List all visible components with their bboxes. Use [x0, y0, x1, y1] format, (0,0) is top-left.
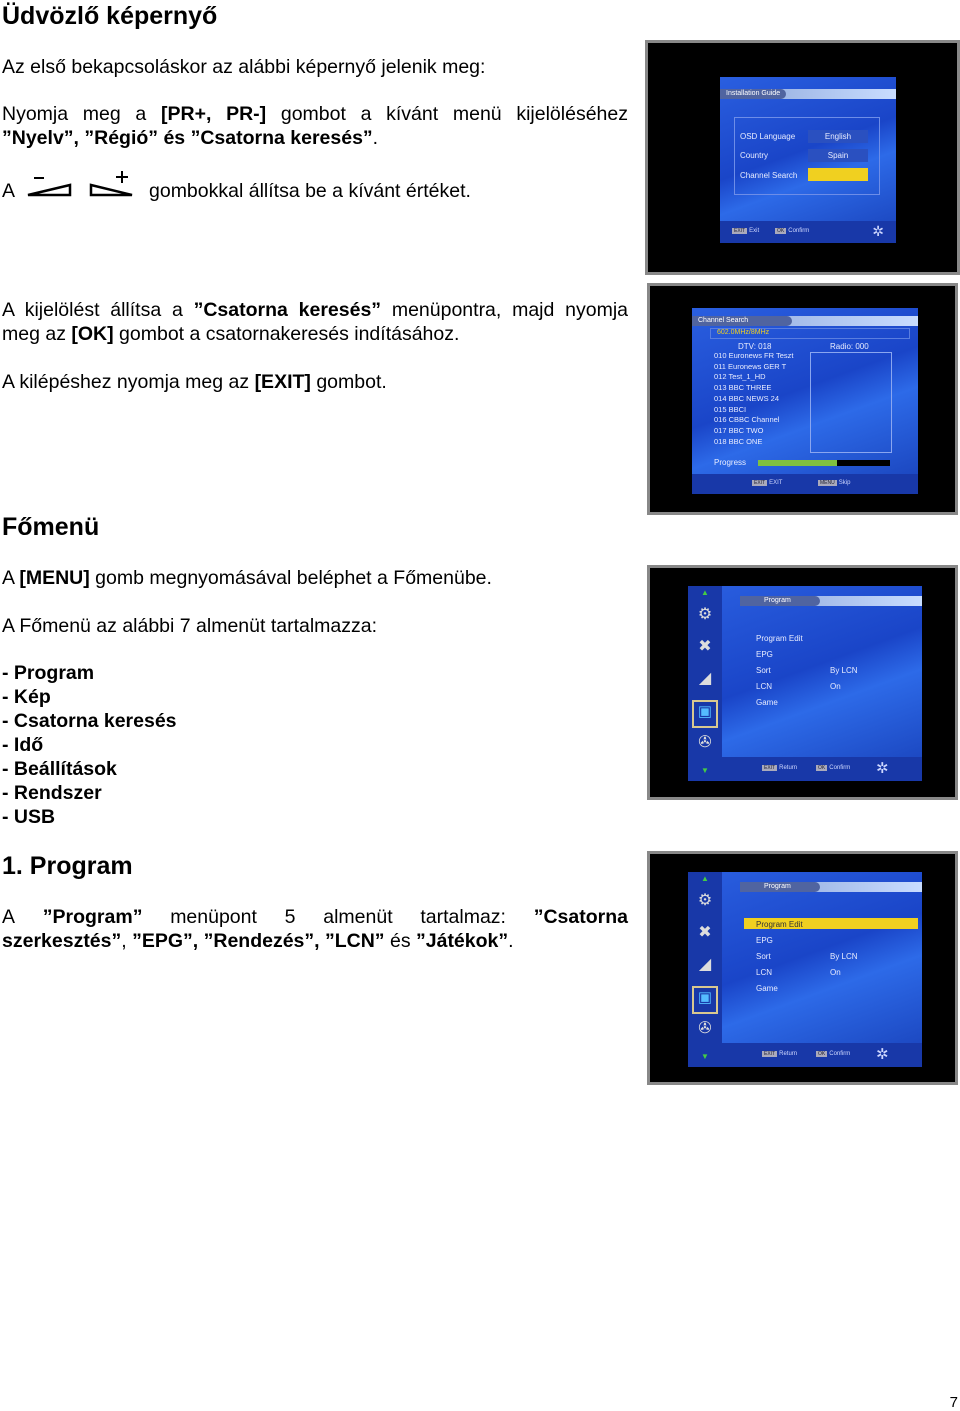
- list-item: - Rendszer: [2, 782, 102, 804]
- paragraph: A kijelölést állítsa a ”Csatorna keresés” menüpontra, majd nyomja: [2, 299, 628, 321]
- channel-item: 012 Test_1_HD: [714, 372, 766, 382]
- navigation-icon: ✲: [872, 223, 884, 239]
- list-item: - Program: [2, 662, 95, 684]
- paragraph: Az első bekapcsoláskor az alábbi képernyő jelenik meg:: [2, 56, 486, 78]
- list-item: - Idő: [2, 734, 44, 756]
- list-item: - Kép: [2, 686, 51, 708]
- paragraph: A gombokkal állítsa be a kívánt értéket.: [2, 179, 628, 203]
- settings-gears-icon: ⚙: [697, 892, 713, 909]
- paragraph: szerkesztés”, ”EPG”, ”Rendezés”, ”LCN” és ”Játékok”.: [2, 930, 514, 952]
- heading-program: 1. Program: [2, 852, 133, 880]
- tv-icon: ▣: [692, 700, 718, 728]
- settings-gears-icon: ⚙: [697, 606, 713, 623]
- paragraph: A kilépéshez nyomja meg az [EXIT] gombot.: [2, 371, 387, 393]
- list-item: - Csatorna keresés: [2, 710, 177, 732]
- paragraph: A [MENU] gomb megnyomásával beléphet a Főmenübe.: [2, 567, 492, 589]
- menu-value: Spain: [808, 149, 868, 162]
- film-reel-icon: ✇: [698, 1020, 712, 1037]
- satellite-dish-icon: ◢: [698, 956, 712, 973]
- volume-up-icon: [88, 169, 136, 199]
- screen-title: Installation Guide: [720, 89, 786, 99]
- page-number: 7: [949, 1394, 958, 1411]
- channel-item: 016 CBBC Channel: [714, 415, 780, 425]
- volume-down-icon: [26, 173, 72, 199]
- menu-label: LCN: [756, 968, 773, 977]
- screen-title: Program: [740, 882, 820, 892]
- paragraph: A ”Program” menüpont 5 almenüt tartalmaz: ”Csatorna: [2, 906, 628, 928]
- menu-value: By LCN: [830, 952, 858, 961]
- menu-value: By LCN: [830, 666, 858, 675]
- progress-label: Progress: [714, 458, 747, 467]
- channel-item: 014 BBC NEWS 24: [714, 393, 780, 403]
- menu-label: Channel Search: [740, 171, 798, 180]
- menu-label: OSD Language: [740, 132, 796, 141]
- channel-item: 010 Euronews FR Teszt: [714, 351, 794, 360]
- tools-icon: ✖: [698, 924, 712, 941]
- paragraph: Nyomja meg a [PR+, PR-] gombot a kívánt menü kijelöléséhez: [2, 103, 628, 125]
- menu-label: Country: [740, 151, 769, 160]
- frequency: 602.0MHz/8MHz: [710, 328, 910, 339]
- menu-value: On: [830, 968, 841, 977]
- screenshot-channel-search: Channel Search 602.0MHz/8MHz DTV: 018 Radio: 000 010 Euronews FR Teszt 011 Euronews GER T 012 Test_1_HD 013 BBC THREE 014 BBC NEWS 24 015 BBCI 016 CBBC Channel 017 BBC TWO 018 BBC ONE Progress EXIT EXIT MENU Skip: [647, 283, 958, 515]
- arrow-down-icon: ▼: [701, 766, 709, 775]
- highlight-bar: [808, 168, 868, 181]
- menu-value: On: [830, 682, 841, 691]
- film-reel-icon: ✇: [698, 734, 712, 751]
- navigation-icon: ✲: [876, 1046, 889, 1063]
- paragraph: ”Nyelv”, ”Régió” és ”Csatorna keresés”.: [2, 127, 379, 149]
- screen-title: Program: [740, 596, 820, 606]
- progress-bar: [758, 460, 890, 466]
- paragraph: A Főmenü az alábbi 7 almenüt tartalmazza:: [2, 615, 378, 637]
- channel-item: 013 BBC THREE: [714, 383, 772, 393]
- dtv-count: DTV: 018: [738, 342, 772, 351]
- menu-label: Sort: [756, 952, 771, 961]
- tv-icon: ▣: [692, 986, 718, 1014]
- menu-label: Sort: [756, 666, 771, 675]
- heading-welcome: Üdvözlő képernyő: [2, 2, 218, 30]
- submenu-list: [2, 661, 628, 829]
- list-item: - USB: [2, 806, 56, 828]
- menu-label: Game: [756, 698, 778, 707]
- menu-label: Program Edit: [756, 920, 803, 929]
- screen-title: Channel Search: [692, 316, 792, 326]
- menu-label: LCN: [756, 682, 773, 691]
- screenshot-installation-guide: Installation Guide OSD Language English Country Spain Channel Search EXIT Exit OK Confirm ✲: [645, 40, 960, 275]
- arrow-down-icon: ▼: [701, 1052, 709, 1061]
- channel-item: 015 BBCI: [714, 404, 747, 414]
- menu-label: Program Edit: [756, 634, 803, 643]
- menu-value: English: [808, 130, 868, 143]
- radio-count: Radio: 000: [830, 342, 869, 351]
- arrow-up-icon: ▲: [701, 874, 709, 883]
- paragraph: meg az [OK] gombot a csatornakeresés indításához.: [2, 323, 460, 345]
- menu-label: EPG: [756, 650, 773, 659]
- heading-main-menu: Főmenü: [2, 513, 100, 541]
- channel-item: 011 Euronews GER T: [714, 361, 787, 371]
- channel-item: 017 BBC TWO: [714, 425, 764, 435]
- navigation-icon: ✲: [876, 760, 889, 777]
- menu-label: EPG: [756, 936, 773, 945]
- channel-list: [714, 351, 800, 453]
- list-item: - Beállítások: [2, 758, 117, 780]
- channel-item: 018 BBC ONE: [714, 436, 763, 446]
- screenshot-program-menu: ▲ ⚙ ✖ ◢ ▣ ✇ ▼ Program Program Edit EPG Sort By LCN LCN On Game EXIT Return OK Confirm ✲: [647, 565, 958, 800]
- arrow-up-icon: ▲: [701, 588, 709, 597]
- menu-label: Game: [756, 984, 778, 993]
- satellite-dish-icon: ◢: [698, 670, 712, 687]
- radio-list: [810, 352, 892, 453]
- screenshot-program-menu-selected: ▲ ⚙ ✖ ◢ ▣ ✇ ▼ Program Program Edit EPG Sort By LCN LCN On Game EXIT Return OK Confirm ✲: [647, 851, 958, 1085]
- tools-icon: ✖: [698, 638, 712, 655]
